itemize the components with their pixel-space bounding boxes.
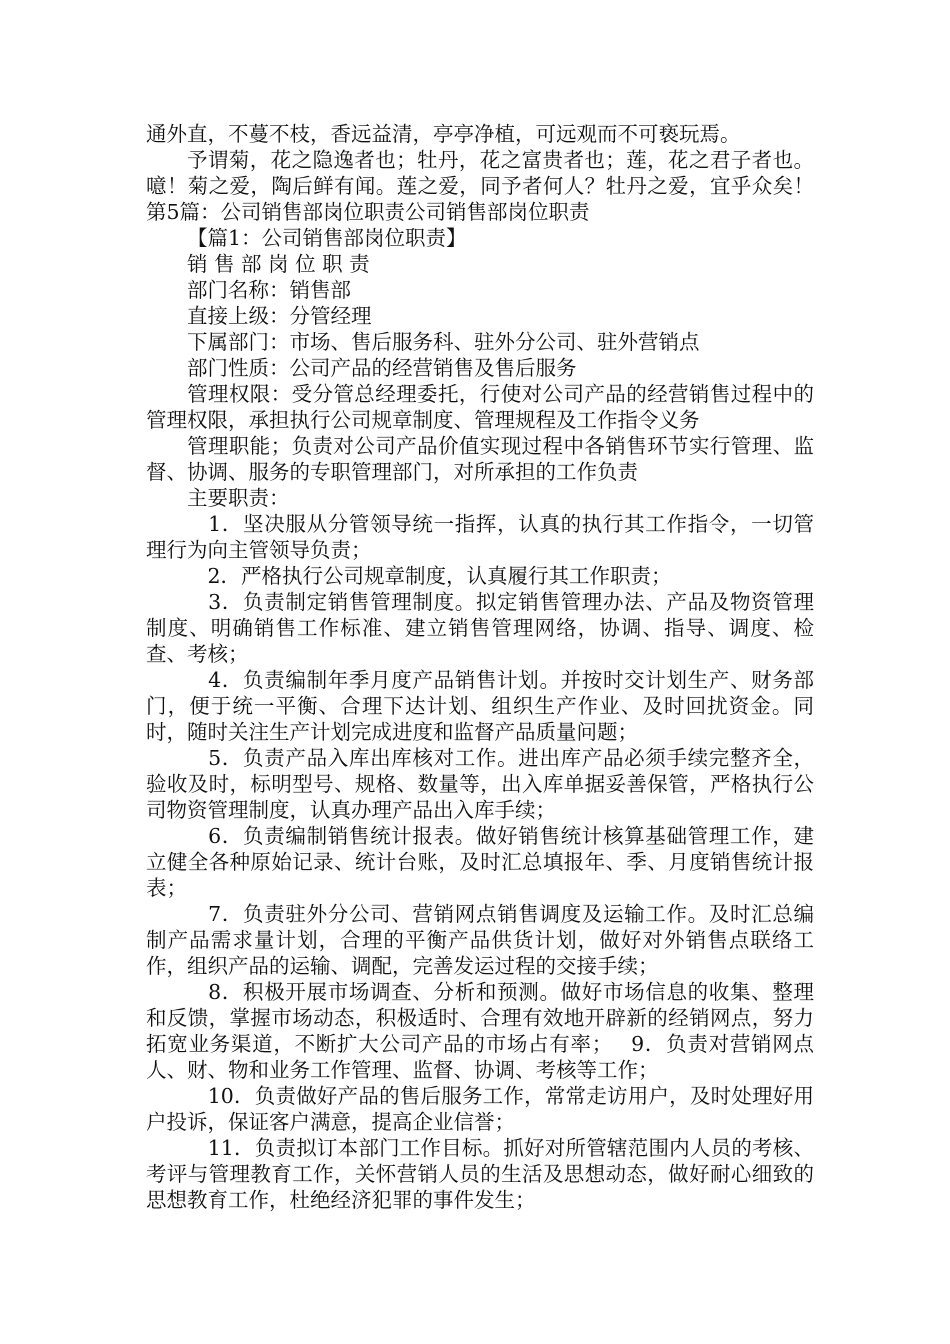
- paragraph: 管理权限：受分管总经理委托，行使对公司产品的经营销售过程中的管理权限，承担执行公司规章制度、管理规程及工作指令义务: [146, 382, 814, 432]
- paragraph: 部门性质：公司产品的经营销售及售后服务: [187, 356, 577, 380]
- paragraph: 直接上级：分管经理: [187, 304, 372, 328]
- paragraph: 【篇1：公司销售部岗位职责】: [187, 226, 467, 250]
- paragraph: 管理职能；负责对公司产品价值实现过程中各销售环节实行管理、监督、协调、服务的专职管理部门，对所承担的工作负责: [146, 434, 814, 484]
- paragraph: 10．负责做好产品的售后服务工作，常常走访用户，及时处理好用户投诉，保证客户满意，提高企业信誉；: [146, 1084, 814, 1134]
- paragraph: 予谓菊，花之隐逸者也；牡丹，花之富贵者也；莲，花之君子者也。噫！菊之爱，陶后鲜有闻。莲之爱，同予者何人？牡丹之爱，宜乎众矣！第5篇：公司销售部岗位职责公司销售部岗位职责: [146, 148, 814, 224]
- paragraph: 2．严格执行公司规章制度，认真履行其工作职责；: [187, 564, 672, 588]
- paragraph: 3．负责制定销售管理制度。拟定销售管理办法、产品及物资管理制度、明确销售工作标准、建立销售管理网络，协调、指导、调度、检查、考核；: [146, 590, 814, 666]
- paragraph: 5．负责产品入库出库核对工作。进出库产品必须手续完整齐全，验收及时，标明型号、规格、数量等，出入库单据妥善保管，严格执行公司物资管理制度，认真办理产品出入库手续；: [146, 746, 814, 822]
- paragraph: 4．负责编制年季月度产品销售计划。并按时交计划生产、财务部门，便于统一平衡、合理下达计划、组织生产作业、及时回扰资金。同时，随时关注生产计划完成进度和监督产品质量问题；: [146, 668, 814, 744]
- paragraph: 8．积极开展市场调查、分析和预测。做好市场信息的收集、整理和反馈，掌握市场动态，积极适时、合理有效地开辟新的经销网点，努力拓宽业务渠道，不断扩大公司产品的市场占有率； 9．负责对营销网点人、财、物和业务工作管理、监督、协调、考核等工作；: [146, 980, 814, 1082]
- paragraph: 6．负责编制销售统计报表。做好销售统计核算基础管理工作，建立健全各种原始记录、统计台账，及时汇总填报年、季、月度销售统计报表；: [146, 824, 814, 900]
- paragraph: 销 售 部 岗 位 职 责: [187, 252, 370, 276]
- document-body: [146, 121, 814, 1213]
- paragraph: 1．坚决服从分管领导统一指挥，认真的执行其工作指令，一切管理行为向主管领导负责；: [146, 512, 814, 562]
- paragraph: 通外直，不蔓不枝，香远益清，亭亭净植，可远观而不可亵玩焉。: [146, 122, 741, 146]
- paragraph: 7．负责驻外分公司、营销网点销售调度及运输工作。及时汇总编制产品需求量计划，合理的平衡产品供货计划，做好对外销售点联络工作，组织产品的运输、调配，完善发运过程的交接手续；: [146, 902, 814, 978]
- paragraph: 主要职责：: [187, 486, 290, 510]
- paragraph: 部门名称：销售部: [187, 278, 351, 302]
- paragraph: 11．负责拟订本部门工作目标。抓好对所管辖范围内人员的考核、考评与管理教育工作，关怀营销人员的生活及思想动态，做好耐心细致的思想教育工作，杜绝经济犯罪的事件发生；: [146, 1136, 814, 1212]
- paragraph: 下属部门：市场、售后服务科、驻外分公司、驻外营销点: [187, 330, 700, 354]
